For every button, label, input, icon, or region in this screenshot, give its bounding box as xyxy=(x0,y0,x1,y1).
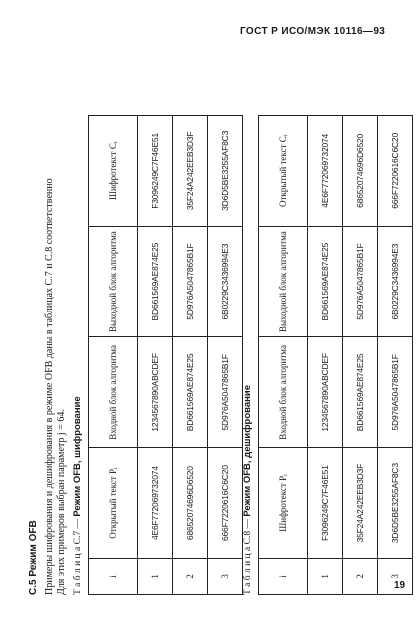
table-cell: 1234567890ABCDEF xyxy=(138,337,173,448)
table-cell: 5D976A5047865B1F xyxy=(343,226,378,337)
table8-caption xyxy=(242,385,253,595)
table-cell: F3096249C7F46E51 xyxy=(138,116,173,227)
table-cell: 1234567890ABCDEF xyxy=(308,337,343,448)
section-title: С.5 Режим OFB xyxy=(28,520,39,595)
page-number: 19 xyxy=(394,580,406,591)
table8-header-cell: Входной блок алгоритма xyxy=(259,337,308,448)
table-cell: BD661569AE874E25 xyxy=(138,226,173,337)
table-cell: 68652074696D6520 xyxy=(343,116,378,227)
paragraph-line-1: Примеры шифрования и дешифрования в режиме OFB даны в таблицах С.7 и С.8 соответственно xyxy=(44,178,55,595)
table-cell: 666F7220616C6C20 xyxy=(378,116,413,227)
table-cell: 3D6D5BE3255AF8C3 xyxy=(378,448,413,559)
table-cell: 3 xyxy=(378,559,413,595)
table-row xyxy=(378,116,413,595)
table-row xyxy=(138,116,173,595)
table8-header-cell: Шифротекст Pᵢ xyxy=(259,448,308,559)
table-cell: 35F24A242EEB3D3F xyxy=(343,448,378,559)
table7-header-row xyxy=(89,116,138,595)
table-cell: 68652074696D6520 xyxy=(173,448,208,559)
table-cell: 5D976A5047865B1F xyxy=(378,337,413,448)
table7-header-cell: Выходной блок алгоритма xyxy=(89,226,138,337)
table-cell: F3096249C7F46E51 xyxy=(308,448,343,559)
table-cell: 3 xyxy=(208,559,243,595)
table8-caption-prefix: Т а б л и ц а С.8 — xyxy=(243,519,253,595)
table-cell: 2 xyxy=(173,559,208,595)
table-row xyxy=(173,116,208,595)
table-cell: BD661569AE874E25 xyxy=(173,337,208,448)
table8-caption-title: Режим OFB, дешифрование xyxy=(242,384,253,517)
table-cell: 666F7220616C6C20 xyxy=(208,448,243,559)
table8-header-cell: i xyxy=(259,559,308,595)
table-cell: 35F24A242EEB3D3F xyxy=(173,116,208,227)
table8-header-cell: Выходной блок алгоритма xyxy=(259,226,308,337)
table7-header-cell: Шифротекст Cᵢ xyxy=(89,116,138,227)
table7-caption-prefix: Т а б л и ц а С.7 — xyxy=(73,519,83,595)
table7-caption xyxy=(72,396,83,595)
table-row xyxy=(208,116,243,595)
table-row xyxy=(308,116,343,595)
table-cell: BD661569AE874E25 xyxy=(308,226,343,337)
table-cell: 5D976A5047865B1F xyxy=(208,337,243,448)
table7-header-cell: i xyxy=(89,559,138,595)
paragraph-line-2: Для этих примеров выбран параметр j = 64. xyxy=(56,409,67,595)
table-cell: 1 xyxy=(138,559,173,595)
table-cell: 4E6F772069732074 xyxy=(138,448,173,559)
table-cell: 6B0229C3436994E3 xyxy=(208,226,243,337)
document-header: ГОСТ Р ИСО/МЭК 10116—93 xyxy=(240,26,386,37)
table8-header-row xyxy=(259,116,308,595)
table7-header-cell: Входной блок алгоритма xyxy=(89,337,138,448)
table8-header-cell: Открытый текст Cᵢ xyxy=(259,116,308,227)
table-cell: 1 xyxy=(308,559,343,595)
table-row xyxy=(343,116,378,595)
table7-header-cell: Открытый текст Pᵢ xyxy=(89,448,138,559)
table7-caption-title: Режим OFB, шифрование xyxy=(72,396,83,517)
table-7 xyxy=(88,115,243,595)
table-cell: 5D976A5047865B1F xyxy=(173,226,208,337)
table-cell: 6B0229C3436994E3 xyxy=(378,226,413,337)
table-cell: 3D6D5BE3255AF8C3 xyxy=(208,116,243,227)
table-8 xyxy=(258,115,413,595)
table-cell: BD661569AE874E25 xyxy=(343,337,378,448)
table-cell: 4E6F772069732074 xyxy=(308,116,343,227)
table-cell: 2 xyxy=(343,559,378,595)
